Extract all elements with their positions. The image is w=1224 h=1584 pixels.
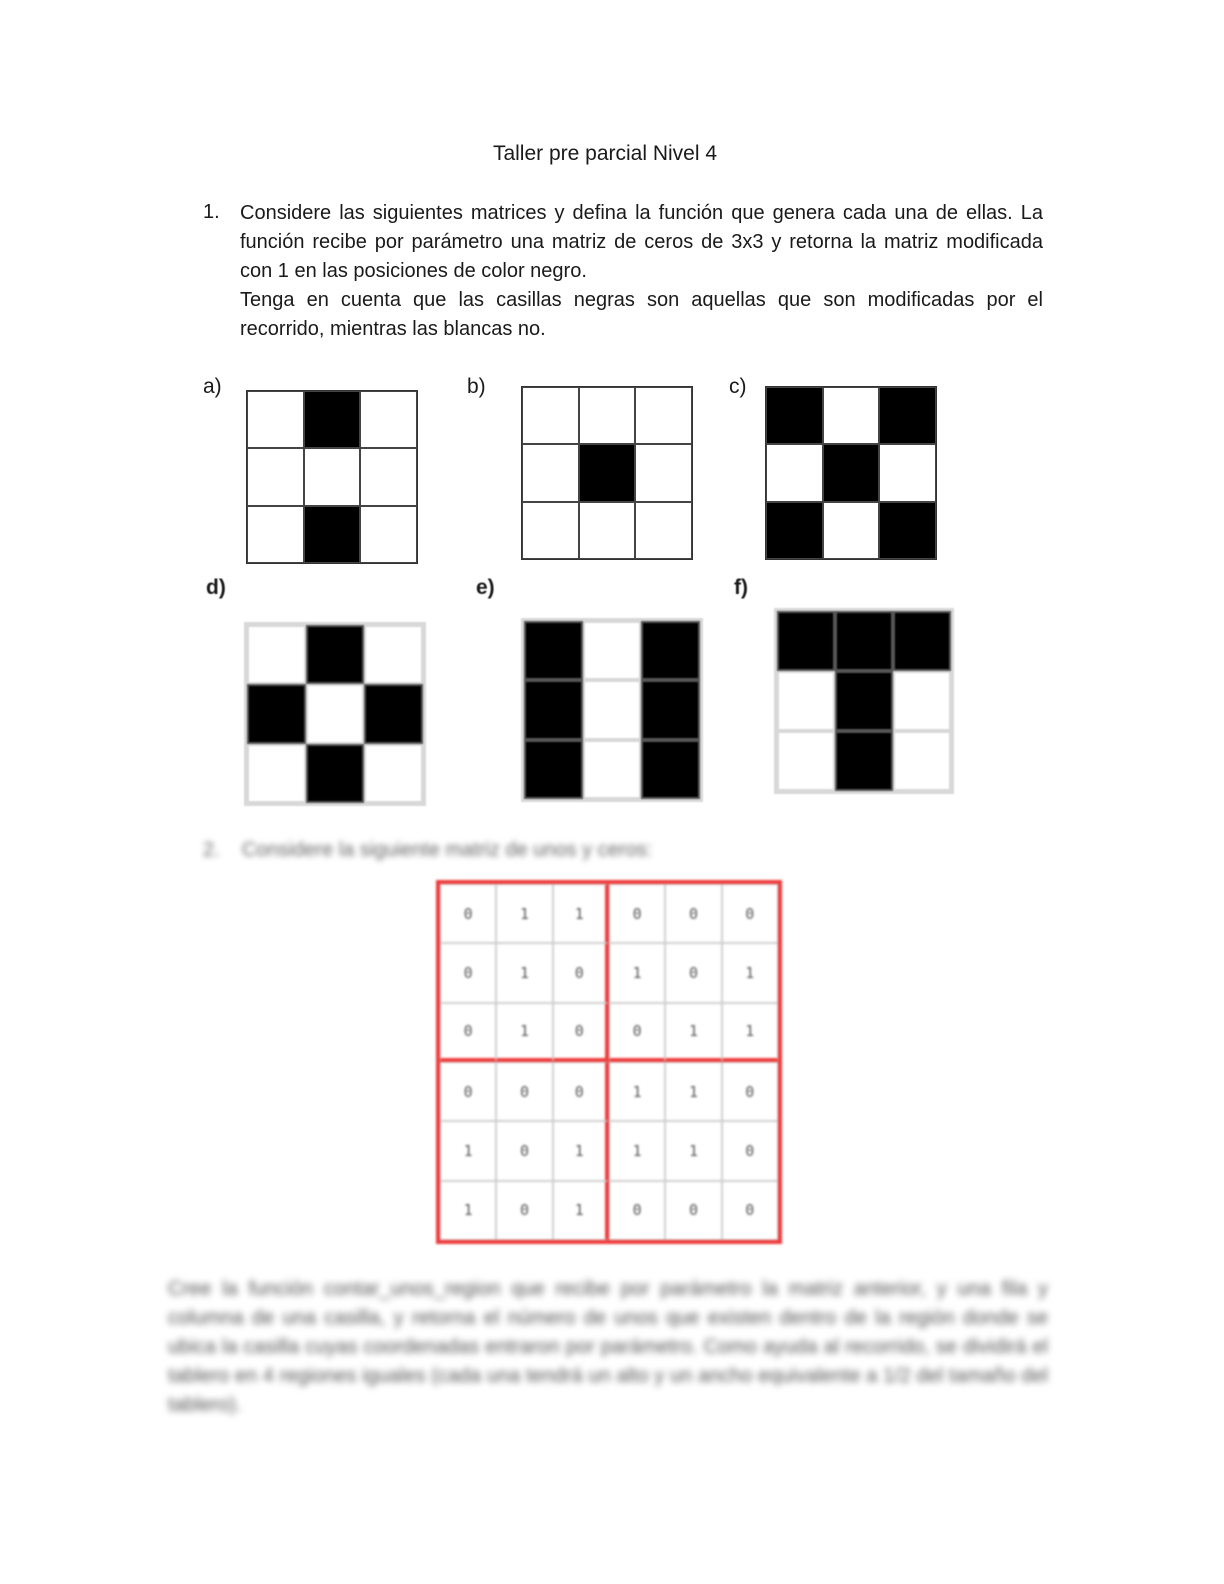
board-cell: 1: [609, 943, 665, 1002]
board-cell: 0: [553, 1003, 609, 1062]
board-cell: 1: [553, 1121, 609, 1180]
board-cell: 0: [722, 1121, 778, 1180]
matrix-cell: [304, 506, 361, 563]
question-2-heading: [203, 839, 652, 862]
matrix-b: [521, 386, 693, 560]
matrix-cell: [893, 671, 951, 731]
matrix-cell: [522, 444, 579, 501]
board-cell: 1: [722, 1003, 778, 1062]
matrix-cell: [879, 387, 936, 444]
matrix-cell: [777, 611, 835, 671]
question-2-intro: Considere la siguiente matriz de unos y ceros:: [241, 839, 653, 861]
matrix-cell: [360, 448, 417, 505]
matrix-cell: [583, 740, 642, 799]
matrix-cell: [893, 731, 951, 791]
matrix-a-label: a): [203, 375, 222, 398]
matrix-cell: [777, 731, 835, 791]
matrix-a: [246, 390, 418, 564]
board-cell: 0: [496, 1181, 552, 1240]
matrix-cell: [360, 506, 417, 563]
board-cell: 0: [553, 1062, 609, 1121]
board-cell: 0: [722, 1062, 778, 1121]
matrix-cell: [635, 444, 692, 501]
matrix-cell: [641, 621, 700, 680]
matrix-cell: [304, 448, 361, 505]
matrix-f: [774, 608, 954, 794]
board-cell: 0: [609, 884, 665, 943]
matrix-cell: [879, 444, 936, 501]
page-title: Taller pre parcial Nivel 4: [492, 142, 718, 165]
board-cell: 0: [440, 884, 496, 943]
board-cell: 1: [440, 1121, 496, 1180]
matrix-cell: [579, 444, 636, 501]
matrix-cell: [579, 387, 636, 444]
matrix-b-label: b): [467, 375, 486, 398]
question-2-board: [436, 880, 782, 1244]
question-1-text: [240, 199, 1043, 344]
matrix-cell: [635, 502, 692, 559]
matrix-cell: [583, 680, 642, 739]
matrix-cell: [306, 684, 365, 743]
matrix-cell: [635, 387, 692, 444]
board-cell: 0: [665, 1181, 721, 1240]
board-cell: 1: [722, 943, 778, 1002]
board-cell: 0: [609, 1181, 665, 1240]
matrix-c-label: c): [729, 375, 747, 398]
board-cell: 1: [496, 943, 552, 1002]
board-cell: 1: [496, 884, 552, 943]
matrix-f-label: f): [734, 576, 748, 599]
question-1-number: 1.: [203, 201, 220, 223]
matrix-cell: [524, 621, 583, 680]
board-cell: 0: [609, 1003, 665, 1062]
matrix-cell: [364, 744, 423, 803]
matrix-cell: [835, 671, 893, 731]
matrix-cell: [306, 744, 365, 803]
board-cell: 0: [440, 1003, 496, 1062]
board-cell: 1: [553, 884, 609, 943]
board-cell: 0: [440, 1062, 496, 1121]
matrix-cell: [364, 625, 423, 684]
matrix-d-label: d): [206, 576, 226, 599]
question-2-paragraph: Cree la función contar_unos_region que recibe por parámetro la matriz anterior, y una fila y columna de una casilla, y retorna el número de unos que existen dentro de la región donde se ubica la casilla cuyas coordenadas entraron por parámetro. Como ayuda al recorrido, se dividirá el tablero en 4 regiones iguales (cada una tendrá un alto y un ancho equivalente a 1/2 del tamaño del tablero).: [168, 1278, 1048, 1416]
board-cell: 0: [665, 943, 721, 1002]
matrix-cell: [583, 621, 642, 680]
matrix-cell: [360, 391, 417, 448]
matrix-cell: [879, 502, 936, 559]
board-cell: 1: [440, 1181, 496, 1240]
matrix-cell: [579, 502, 636, 559]
matrix-d: [244, 622, 426, 806]
board-cell: 1: [665, 1003, 721, 1062]
matrix-cell: [641, 680, 700, 739]
matrix-cell: [777, 671, 835, 731]
matrix-cell: [823, 502, 880, 559]
matrix-cell: [522, 502, 579, 559]
matrix-cell: [306, 625, 365, 684]
matrix-cell: [823, 387, 880, 444]
board-cell: 1: [609, 1121, 665, 1180]
matrix-cell: [766, 387, 823, 444]
board-cell: 0: [553, 943, 609, 1002]
matrix-cell: [304, 391, 361, 448]
matrix-cell: [766, 502, 823, 559]
board-cell: 1: [609, 1062, 665, 1121]
matrix-cell: [641, 740, 700, 799]
matrix-cell: [823, 444, 880, 501]
matrix-cell: [247, 625, 306, 684]
matrix-cell: [524, 680, 583, 739]
matrix-cell: [247, 448, 304, 505]
matrix-cell: [893, 611, 951, 671]
matrix-e-label: e): [476, 576, 495, 599]
question-2-number: 2.: [203, 839, 220, 861]
matrix-e: [521, 618, 703, 802]
question-1-paragraph-2: Tenga en cuenta que las casillas negras son aquellas que son modificadas por el recorrido, mientras las blancas no.: [240, 289, 1043, 340]
matrix-cell: [247, 506, 304, 563]
matrix-cell: [522, 387, 579, 444]
board-cell: 0: [665, 884, 721, 943]
board-cell: 0: [496, 1121, 552, 1180]
question-1-paragraph-1: Considere las siguientes matrices y defina la función que genera cada una de ellas. La función recibe por parámetro una matriz de ceros de 3x3 y retorna la matriz modificada con 1 en las posiciones de color negro.: [240, 202, 1043, 282]
board-cell: 0: [722, 884, 778, 943]
matrix-cell: [766, 444, 823, 501]
matrix-cell: [247, 684, 306, 743]
board-cell: 1: [553, 1181, 609, 1240]
matrix-cell: [835, 731, 893, 791]
matrix-cell: [247, 744, 306, 803]
matrix-c: [765, 386, 937, 560]
board-cell: 0: [440, 943, 496, 1002]
matrix-cell: [364, 684, 423, 743]
matrix-cell: [835, 611, 893, 671]
matrix-cell: [524, 740, 583, 799]
board-cell: 1: [496, 1003, 552, 1062]
board-cell: 1: [665, 1121, 721, 1180]
board-cell: 0: [496, 1062, 552, 1121]
board-cell: 0: [722, 1181, 778, 1240]
matrix-cell: [247, 391, 304, 448]
board-cell: 1: [665, 1062, 721, 1121]
